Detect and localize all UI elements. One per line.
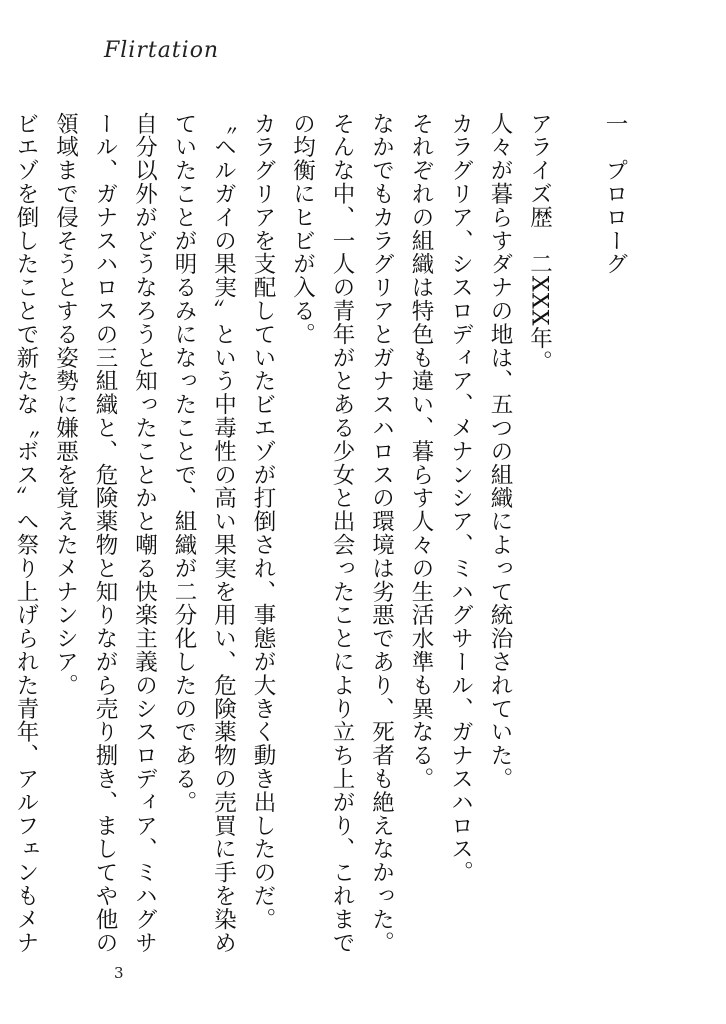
chapter-title: 一 プロローグ [602,112,628,276]
page-number: 3 [114,964,124,982]
paragraph: アライズ歴 二XXX年。 [526,112,553,374]
paragraph: カラグリアを支配していたビエゾが打倒され、事態が大きく動き出したのだ。 [250,112,276,931]
paragraph: そんな中、一人の青年がとある少女と出会ったことにより立ち上がり、これまでの均衡にヒビが入る。 [289,112,355,955]
body-text [13,112,634,972]
paragraph: カラグリア、シスロディア、メナンシア、ミハグサール、ガナスハロス。 [447,112,474,885]
paragraph: 〝ヘルガイの果実〟という中毒性の高い果実を用い、危険薬物の売買に手を染めていたことが明るみになったことで、組織が二分化したのである。 [171,112,237,955]
paragraph: 人々が暮らすダナの地は、五つの組織によって統治されていた。 [487,112,513,791]
paragraph: 自分以外がどうなろうと知ったことかと嘲る快楽主義のシスロディア、ミハグサール、ガナスハロスの三組織と、危険薬物と知りながら売り捌き、ましてや他の領域まで侵そうとする姿勢に嫌悪を覚えたメナンシア。 [52,112,158,955]
paragraph: ビエゾを倒したことで新たな〝ボス〟へ祭り上げられた青年、アルフェンもメナ [13,112,39,955]
paragraph: なかでもカラグリアとガナスハロスの環境は劣悪であり、死者も絶えなかった。 [368,112,395,955]
paragraph: それぞれの組織は特色も違い、暮らす人々の生活水準も異なる。 [408,112,434,791]
running-head: Flirtation [104,38,220,63]
